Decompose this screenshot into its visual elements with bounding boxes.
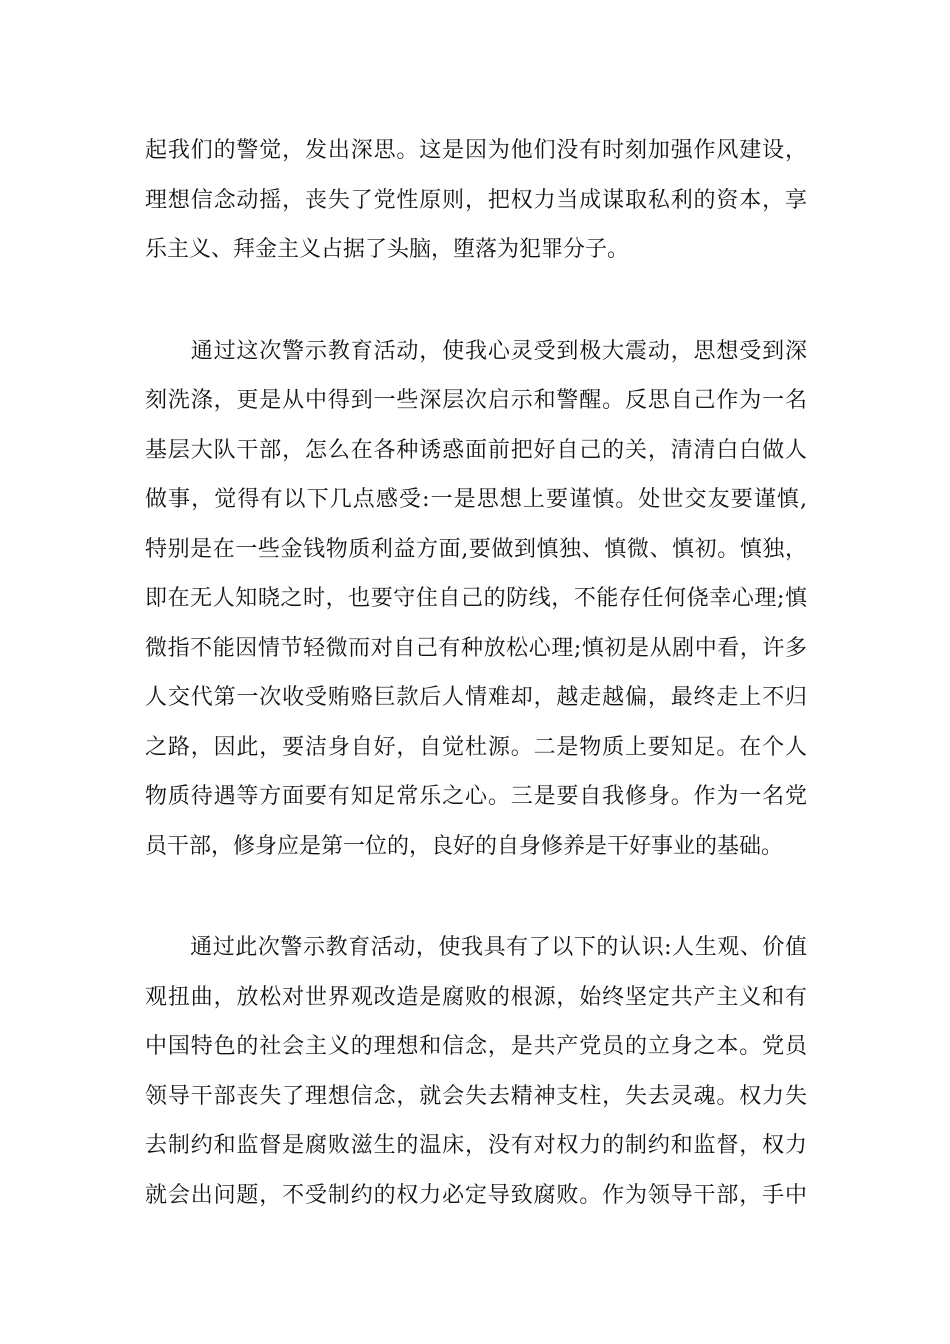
text-line: 之路，因此，要洁身自好，自觉杜源。二是物质上要知足。在个人 xyxy=(145,734,807,760)
text-line: 就会出问题，不受制约的权力必定导致腐败。作为领导干部，手中 xyxy=(145,1182,807,1208)
text-line: 乐主义、拜金主义占据了头脑，堕落为犯罪分子。 xyxy=(145,237,630,262)
paragraph-1 xyxy=(145,126,807,275)
text-line: 通过这次警示教育活动，使我心灵受到极大震动，思想受到深 xyxy=(145,338,807,364)
paragraph-3 xyxy=(145,923,807,1220)
text-line: 即在无人知晓之时，也要守住自己的防线，不能存任何侥幸心理;慎 xyxy=(145,586,807,611)
text-line: 领导干部丧失了理想信念，就会失去精神支柱，失去灵魂。权力失 xyxy=(145,1083,807,1109)
text-line: 去制约和监督是腐败滋生的温床，没有对权力的制约和监督，权力 xyxy=(145,1133,807,1158)
text-line: 基层大队干部，怎么在各种诱惑面前把好自己的关，清清白白做人 xyxy=(145,437,807,463)
text-line: 刻洗涤，更是从中得到一些深层次启示和警醒。反思自己作为一名 xyxy=(145,388,807,413)
text-line: 中国特色的社会主义的理想和信念，是共产党员的立身之本。党员 xyxy=(145,1034,807,1059)
paragraph-spacer xyxy=(145,275,807,327)
text-line: 员干部，修身应是第一位的，良好的自身修养是干好事业的基础。 xyxy=(145,833,784,859)
paragraph-spacer xyxy=(145,871,807,923)
text-line: 人交代第一次收受贿赂巨款后人情难却，越走越偏，最终走上不归 xyxy=(145,685,807,710)
text-line: 做事，觉得有以下几点感受:一是思想上要谨慎。处世交友要谨慎, xyxy=(145,487,807,512)
text-line: 观扭曲，放松对世界观改造是腐败的根源，始终坚定共产主义和有 xyxy=(145,984,807,1010)
paragraph-2 xyxy=(145,327,807,872)
document-body xyxy=(145,126,807,1220)
text-line: 起我们的警觉，发出深思。这是因为他们没有时刻加强作风建设， xyxy=(145,138,807,163)
text-line: 通过此次警示教育活动，使我具有了以下的认识:人生观、价值 xyxy=(145,935,807,960)
text-line: 理想信念动摇，丧失了党性原则，把权力当成谋取私利的资本，享 xyxy=(145,187,807,213)
text-line: 物质待遇等方面要有知足常乐之心。三是要自我修身。作为一名党 xyxy=(145,784,807,809)
text-line: 特别是在一些金钱物质利益方面,要做到慎独、慎微、慎初。慎独， xyxy=(145,536,807,562)
text-line: 微指不能因情节轻微而对自己有种放松心理;慎初是从剧中看，许多 xyxy=(145,635,807,661)
